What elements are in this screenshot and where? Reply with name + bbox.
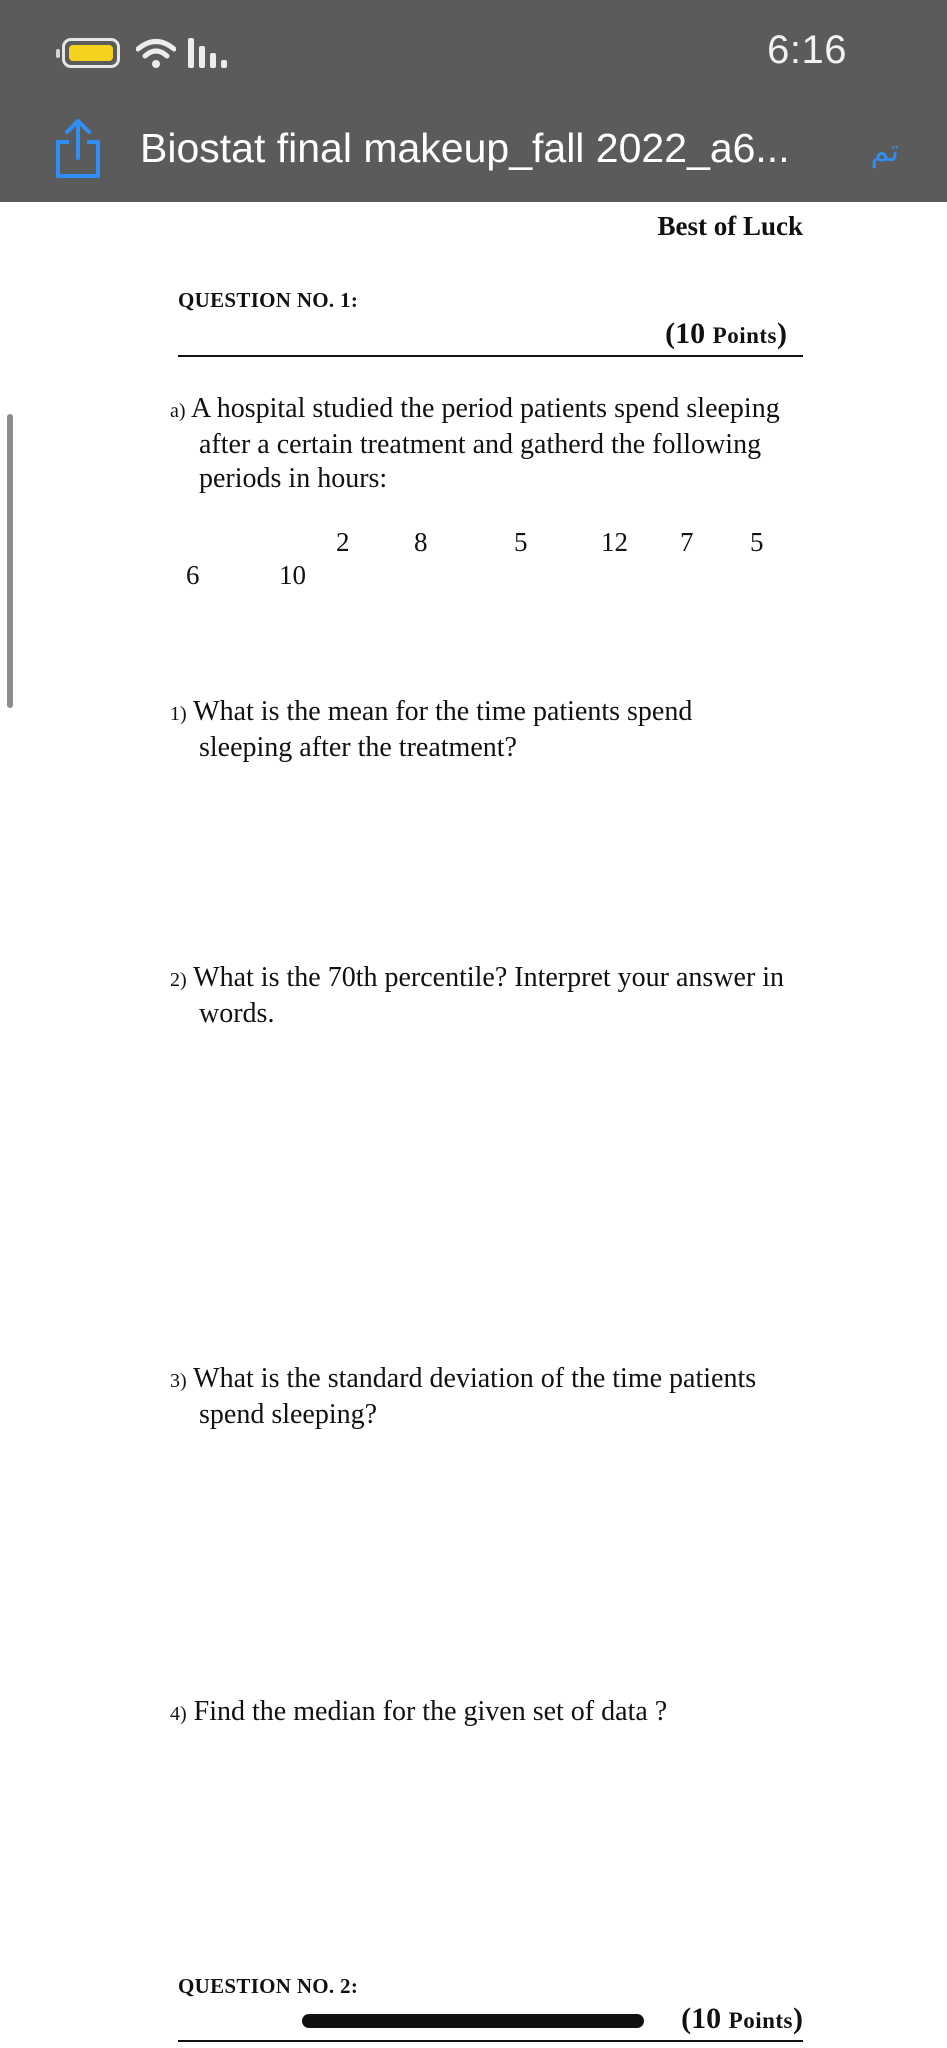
sub-question-1: 1) What is the mean for the time patients spend sleeping after the treatment? <box>170 696 693 763</box>
data-value: 6 <box>186 560 200 590</box>
battery-icon <box>62 38 120 68</box>
sub-question-4: 4) Find the median for the given set of data ? <box>170 1696 668 1727</box>
share-icon[interactable] <box>52 118 104 180</box>
signal-icon <box>188 38 234 68</box>
data-value: 10 <box>279 560 306 590</box>
data-value: 2 <box>336 527 350 557</box>
top-bar <box>0 0 947 202</box>
question2-points: (10 Points) <box>681 2002 803 2035</box>
data-value: 7 <box>680 527 694 557</box>
question1-divider <box>178 355 803 357</box>
part-a-label: a) <box>170 400 186 422</box>
data-value: 8 <box>414 527 428 557</box>
sub-question-2: 2) What is the 70th percentile? Interpret your answer in words. <box>170 962 785 1029</box>
sub-question-3: 3) What is the standard deviation of the time patients spend sleeping? <box>170 1363 757 1430</box>
question1-heading: QUESTION NO. 1: <box>178 288 359 312</box>
done-button[interactable]: تم <box>870 134 899 169</box>
document-page <box>0 202 947 2048</box>
data-value: 5 <box>750 527 764 557</box>
data-value: 12 <box>601 527 628 557</box>
data-value: 5 <box>514 527 528 557</box>
best-of-luck-text: Best of Luck <box>657 211 803 241</box>
question2-divider <box>178 2040 803 2042</box>
document-title: Biostat final makeup_fall 2022_a6... <box>140 125 790 171</box>
points-word: Points <box>712 323 777 348</box>
wifi-icon <box>136 37 176 69</box>
part-a-text: a) A hospital studied the period patients spend sleeping after a certain treatment and gatherd the following periods in hours: <box>170 393 780 494</box>
home-indicator[interactable] <box>302 2014 644 2028</box>
status-time: 6:16 <box>767 28 847 72</box>
question1-points: (10 Points) <box>665 317 787 350</box>
question2-heading: QUESTION NO. 2: <box>178 1974 359 1998</box>
